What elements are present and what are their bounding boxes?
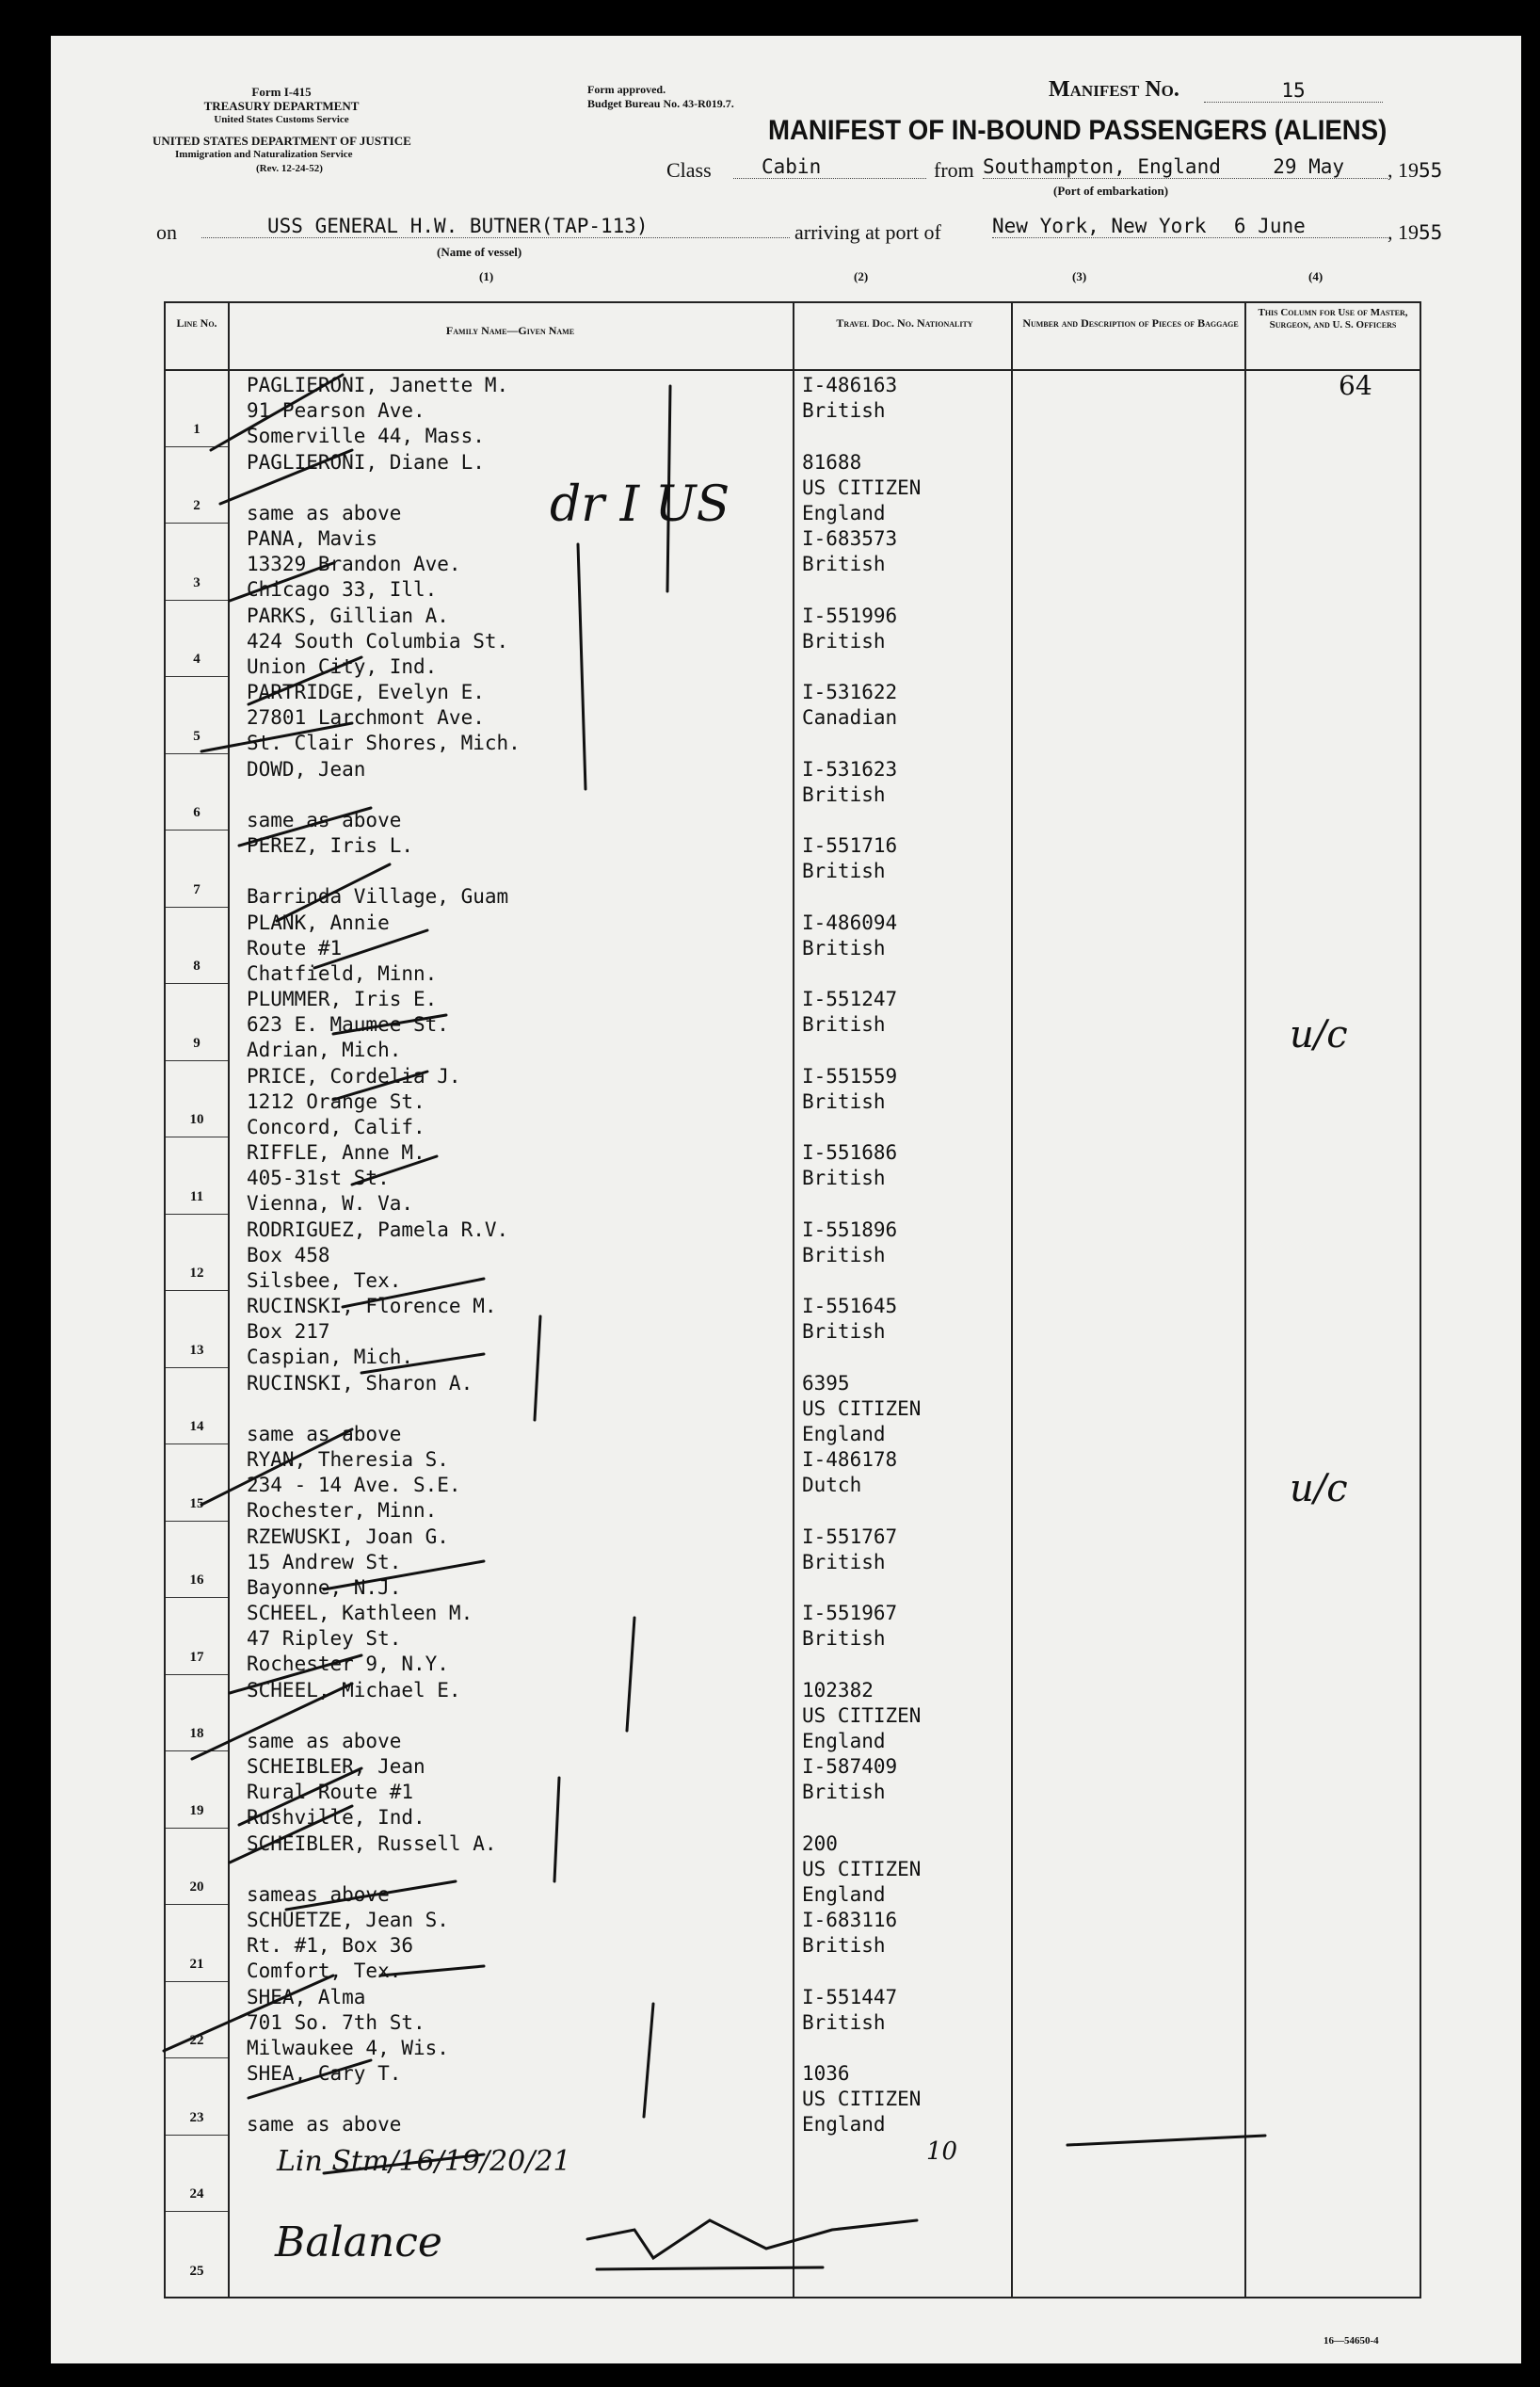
manifest-no-value: 15: [1204, 79, 1383, 103]
nationality: British: [802, 399, 886, 422]
passenger-address: Silsbee, Tex.: [247, 1268, 402, 1292]
passenger-name: RIFFLE, Anne M.: [247, 1141, 425, 1164]
line-number: 12: [189, 1266, 204, 1281]
passenger-address: 623 E. Maumee St.: [247, 1013, 449, 1036]
line-number: 5: [193, 728, 201, 744]
travel-doc-number: 200: [802, 1831, 838, 1855]
balance-handwriting: Balance: [275, 2218, 442, 2266]
passenger-address: Concord, Calif.: [247, 1115, 425, 1138]
line-number: 22: [189, 2033, 204, 2048]
passenger-address: 13329 Brandon Ave.: [247, 553, 461, 575]
passenger-name: SCHUETZE, Jean S.: [247, 1909, 449, 1931]
passenger-name: PAGLIERONI, Janette M.: [247, 374, 509, 396]
handwritten-marks: [51, 36, 1521, 2363]
passenger-address: Comfort, Tex.: [247, 1960, 402, 1982]
travel-doc-number: I-683573: [802, 527, 898, 550]
passenger-name: RODRIGUEZ, Pamela R.V.: [247, 1218, 509, 1241]
budget-label: Budget Bureau No. 43-R019.7.: [587, 97, 734, 110]
class-value: Cabin: [733, 155, 926, 179]
passenger-address: Rochester, Minn.: [247, 1499, 438, 1522]
nationality-line2: England: [802, 501, 886, 524]
vessel-name: USS GENERAL H.W. BUTNER(TAP-113): [201, 215, 790, 238]
manifest-page: [51, 36, 1521, 2363]
passenger-name: PEREZ, Iris L.: [247, 834, 414, 857]
passenger-name: PRICE, Cordelia J.: [247, 1064, 461, 1088]
arriving-label: arriving at port of: [794, 220, 941, 244]
form-code: 16—54650-4: [1323, 2335, 1379, 2347]
travel-doc-number: I-531622: [802, 681, 898, 703]
customs-label: United States Customs Service: [214, 114, 349, 125]
passenger-name: SCHEIBLER, Russell A.: [247, 1831, 497, 1855]
nationality: US CITIZEN: [802, 1396, 922, 1420]
passenger-name: SCHEEL, Kathleen M.: [247, 1602, 473, 1624]
passenger-name: SHEA, Cary T.: [247, 2062, 402, 2085]
nationality: British: [802, 1320, 886, 1343]
line-number: 9: [193, 1035, 201, 1051]
passenger-address: Caspian, Mich.: [247, 1346, 414, 1368]
col-num-3: (3): [1072, 269, 1087, 283]
nationality: US CITIZEN: [802, 476, 922, 499]
passenger-name: RZEWUSKI, Joan G.: [247, 1524, 449, 1548]
nationality: US CITIZEN: [802, 1703, 922, 1727]
passenger-address: Adrian, Mich.: [247, 1039, 402, 1061]
travel-doc-number: I-551896: [802, 1218, 898, 1241]
nationality-line2: England: [802, 1729, 886, 1752]
passenger-address: Box 217: [247, 1320, 330, 1343]
passenger-name: DOWD, Jean: [247, 757, 366, 781]
line-number: 7: [193, 881, 201, 897]
col-num-2: (2): [854, 269, 869, 283]
on-label: on: [156, 220, 177, 244]
travel-doc-number: I-551645: [802, 1295, 898, 1317]
passenger-name: RUCINSKI, Florence M.: [247, 1295, 497, 1317]
bottom-handwritten-line: Lin Stm/16/19/20/21: [277, 2145, 571, 2178]
passenger-address: same as above: [247, 1729, 402, 1752]
passenger-address: Rural Route #1: [247, 1781, 414, 1803]
officer-note-64: 64: [1339, 370, 1372, 401]
line-number: 11: [189, 1188, 204, 1204]
passenger-address: 701 So. 7th St.: [247, 2010, 425, 2034]
passenger-address: Bayonne, N.J.: [247, 1575, 402, 1599]
passenger-address: Barrinda Village, Guam: [247, 885, 509, 908]
nationality: British: [802, 1167, 886, 1189]
passenger-name: SHEA, Alma: [247, 1985, 366, 2008]
passenger-address: 91 Pearson Ave.: [247, 399, 425, 422]
vessel-caption: (Name of vessel): [437, 245, 522, 259]
travel-doc-number: I-551767: [802, 1524, 898, 1548]
travel-doc-number: I-551716: [802, 834, 898, 857]
passenger-address: 1212 Orange St.: [247, 1089, 425, 1113]
passenger-address: same as above: [247, 1422, 402, 1445]
passenger-name: PLUMMER, Iris E.: [247, 988, 438, 1010]
nationality: Dutch: [802, 1474, 862, 1496]
passenger-address: same as above: [247, 808, 402, 831]
class-label: Class: [666, 158, 712, 182]
revision-label: (Rev. 12-24-52): [256, 163, 323, 174]
from-label: from: [934, 158, 974, 182]
nationality: Canadian: [802, 706, 898, 729]
form-number: Form I-415: [251, 85, 312, 99]
line-number: 3: [193, 574, 201, 590]
line-number: 13: [189, 1342, 204, 1358]
passenger-address: Route #1: [247, 936, 343, 960]
arr-year-suffix: 55: [1419, 221, 1443, 244]
travel-doc-number: I-551967: [802, 1602, 898, 1624]
bottom-handwritten-ten: 10: [926, 2137, 958, 2166]
nationality: British: [802, 1013, 886, 1036]
header-baggage: Number and Description of Pieces of Baggage: [1022, 316, 1239, 330]
travel-doc-number: I-486094: [802, 911, 898, 934]
nationality: British: [802, 860, 886, 882]
line-number: 2: [193, 498, 201, 513]
manifest-no-label: Manifest No.: [1049, 77, 1179, 102]
nationality: British: [802, 1089, 886, 1113]
passenger-address: 47 Ripley St.: [247, 1627, 402, 1650]
line-number: 24: [189, 2186, 204, 2202]
nationality: British: [802, 629, 886, 653]
nationality: British: [802, 1550, 886, 1573]
header-travel-doc: Travel Doc. No. Nationality: [836, 316, 973, 330]
arrival-port: New York, New York: [992, 215, 1207, 237]
arr-year-prefix: , 19: [1388, 220, 1419, 244]
nationality: British: [802, 1243, 886, 1266]
nationality: British: [802, 782, 886, 806]
travel-doc-number: I-551559: [802, 1064, 898, 1088]
passenger-name: SCHEEL, Michael E.: [247, 1678, 461, 1702]
travel-doc-number: I-683116: [802, 1909, 898, 1931]
passenger-address: same as above: [247, 2113, 402, 2136]
passenger-name: PLANK, Annie: [247, 911, 390, 934]
line-number: 1: [193, 421, 201, 437]
travel-doc-number: I-551447: [802, 1985, 898, 2008]
port-caption: (Port of embarkation): [1053, 184, 1169, 198]
treasury-label: TREASURY DEPARTMENT: [203, 99, 360, 113]
line-number: 10: [189, 1112, 204, 1127]
travel-doc-number: I-486163: [802, 374, 898, 396]
line-number: 16: [189, 1573, 204, 1588]
nationality: British: [802, 1934, 886, 1957]
line-number: 14: [189, 1419, 204, 1434]
passenger-name: PARTRIDGE, Evelyn E.: [247, 681, 485, 703]
passenger-address: Union City, Ind.: [247, 654, 438, 678]
nationality-line2: England: [802, 1882, 886, 1906]
passenger-address: Box 458: [247, 1243, 330, 1266]
passenger-address: Vienna, W. Va.: [247, 1192, 414, 1215]
nationality: British: [802, 1627, 886, 1650]
header-family-name: Family Name—Given Name: [445, 324, 575, 337]
year-suffix: 55: [1419, 159, 1443, 182]
line-number: 6: [193, 805, 201, 820]
passenger-name: RUCINSKI, Sharon A.: [247, 1371, 473, 1395]
travel-doc-number: I-531623: [802, 757, 898, 781]
passenger-name: SCHEIBLER, Jean: [247, 1755, 425, 1778]
nationality: British: [802, 936, 886, 960]
year-prefix: , 19: [1388, 158, 1419, 182]
passenger-address: sameas above: [247, 1882, 390, 1906]
line-number: 19: [189, 1802, 204, 1818]
travel-doc-number: 1036: [802, 2062, 850, 2085]
from-port: Southampton, England: [983, 155, 1221, 178]
passenger-address: 424 South Columbia St.: [247, 629, 509, 653]
col-num-1: (1): [479, 269, 494, 283]
nationality: British: [802, 1781, 886, 1803]
passenger-address: 15 Andrew St.: [247, 1550, 402, 1573]
passenger-address: 234 - 14 Ave. S.E.: [247, 1474, 461, 1496]
passenger-address: Rt. #1, Box 36: [247, 1934, 414, 1957]
travel-doc-number: 81688: [802, 450, 862, 474]
header-officers: This Column for Use of Master, Surgeon, and U. S. Officers: [1258, 307, 1408, 331]
passenger-address: Chatfield, Minn.: [247, 961, 438, 985]
passenger-address: 405-31st St.: [247, 1167, 390, 1189]
line-number: 15: [189, 1495, 204, 1511]
travel-doc-number: I-551996: [802, 604, 898, 627]
line-number: 4: [193, 652, 201, 667]
travel-doc-number: I-486178: [802, 1448, 898, 1471]
officer-note-uc1: u/c: [1290, 1013, 1348, 1056]
travel-doc-number: I-551247: [802, 988, 898, 1010]
approved-label: Form approved.: [587, 83, 666, 96]
line-number: 23: [189, 2109, 204, 2125]
passenger-address: Somerville 44, Mass.: [247, 425, 485, 447]
row2-handwritten-mark: dr I US: [550, 476, 730, 533]
travel-doc-number: I-551686: [802, 1141, 898, 1164]
from-date: 29 May: [1273, 155, 1345, 178]
travel-doc-number: I-587409: [802, 1755, 898, 1778]
passenger-address: 27801 Larchmont Ave.: [247, 706, 485, 729]
officer-note-uc2: u/c: [1290, 1467, 1348, 1510]
arrival-date: 6 June: [1233, 215, 1306, 237]
passenger-name: PARKS, Gillian A.: [247, 604, 449, 627]
line-number: 25: [189, 2263, 204, 2279]
justice-label: UNITED STATES DEPARTMENT OF JUSTICE: [152, 134, 411, 148]
line-number: 20: [189, 1879, 204, 1895]
travel-doc-number: 102382: [802, 1678, 874, 1702]
nationality: British: [802, 2010, 886, 2034]
nationality: British: [802, 553, 886, 575]
passenger-name: PANA, Mavis: [247, 527, 378, 550]
header-line-no: Line No.: [176, 316, 217, 330]
nationality: US CITIZEN: [802, 2088, 922, 2110]
travel-doc-number: 6395: [802, 1371, 850, 1395]
nationality: US CITIZEN: [802, 1857, 922, 1880]
passenger-name: RYAN, Theresia S.: [247, 1448, 449, 1471]
passenger-address: Rushville, Ind.: [247, 1806, 425, 1829]
line-number: 21: [189, 1956, 204, 1972]
passenger-address: St. Clair Shores, Mich.: [247, 732, 521, 754]
nationality-line2: England: [802, 1422, 886, 1445]
col-num-4: (4): [1308, 269, 1323, 283]
passenger-address: Chicago 33, Ill.: [247, 578, 438, 601]
passenger-address: Rochester 9, N.Y.: [247, 1653, 449, 1675]
line-number: 17: [189, 1649, 204, 1665]
passenger-address: Milwaukee 4, Wis.: [247, 2036, 449, 2059]
nationality-line2: England: [802, 2113, 886, 2136]
passenger-address: same as above: [247, 501, 402, 524]
line-number: 18: [189, 1726, 204, 1741]
ins-label: Immigration and Naturalization Service: [175, 149, 353, 160]
passenger-name: PAGLIERONI, Diane L.: [247, 450, 485, 474]
manifest-title: MANIFEST OF IN-BOUND PASSENGERS (ALIENS): [768, 115, 1388, 146]
line-number: 8: [193, 959, 201, 974]
